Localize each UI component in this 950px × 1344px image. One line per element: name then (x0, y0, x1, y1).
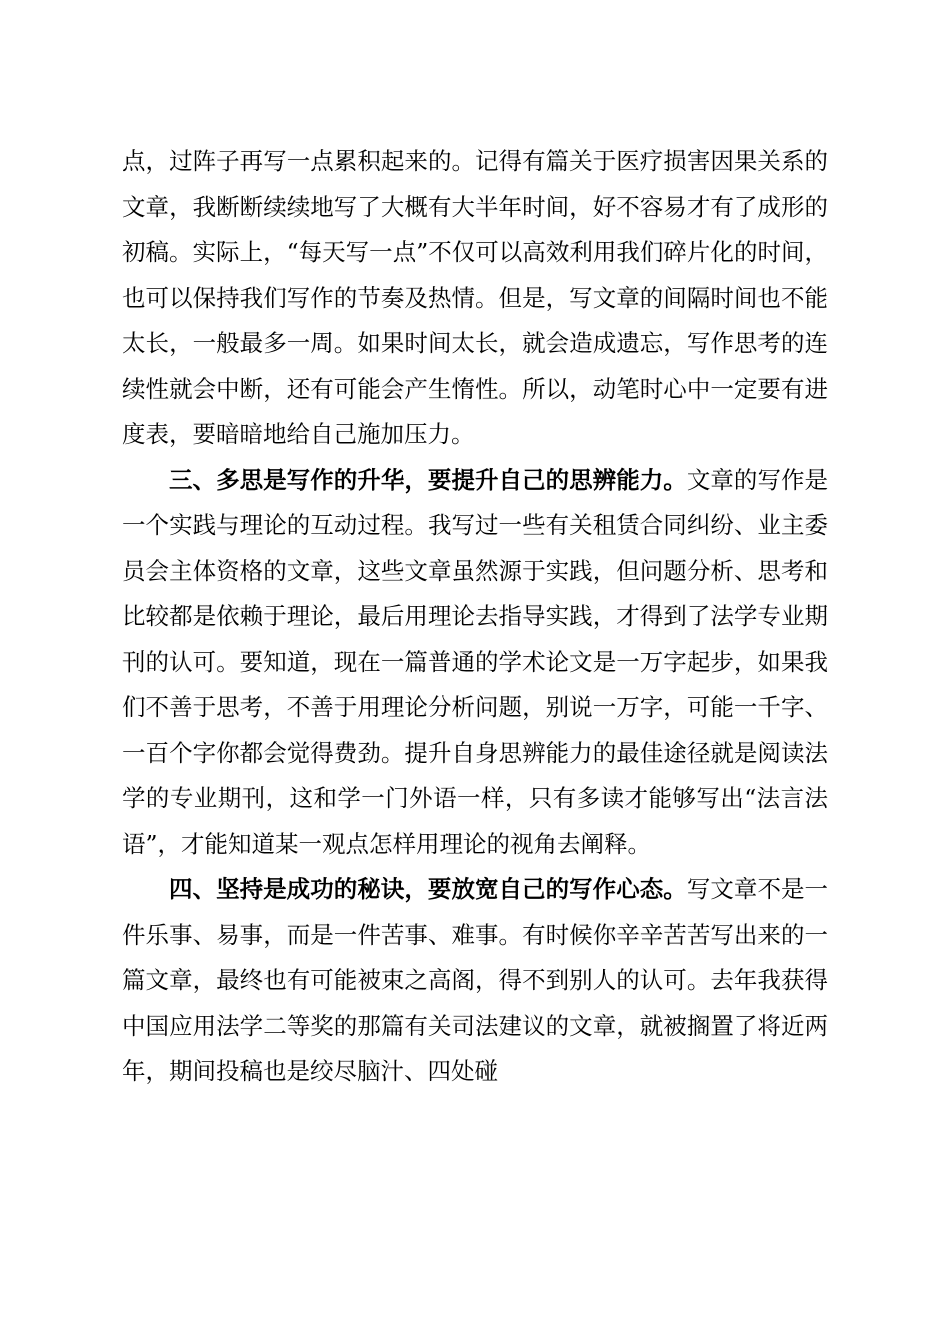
paragraph-text: 写文章不是一件乐事、易事，而是一件苦事、难事。有时候你辛辛苦苦写出来的一篇文章，最终也有可能被束之高阁，得不到别人的认可。去年我获得中国应用法学二等奖的那篇有关司法建议的文章，就被搁置了将近两年，期间投稿也是绞尽脑汁、四处碰 (122, 875, 829, 1085)
paragraph-section-three (122, 458, 828, 868)
paragraph-continued (122, 139, 828, 458)
paragraph-text: 点，过阵子再写一点累积起来的。记得有篇关于医疗损害因果关系的文章，我断断续续地写了大概有大半年时间，好不容易才有了成形的初稿。实际上，“每天写一点”不仅可以高效利用我们碎片化的时间，也可以保持我们写作的节奏及热情。但是，写文章的间隔时间也不能太长，一般最多一周。如果时间太长，就会造成遗忘，写作思考的连续性就会中断，还有可能会产生惰性。所以，动笔时心中一定要有进度表，要暗暗地给自己施加压力。 (122, 147, 828, 448)
document-page (122, 139, 828, 1095)
section-heading: 三、多思是写作的升华，要提升自己的思辨能力。 (169, 465, 687, 494)
section-heading: 四、坚持是成功的秘诀，要放宽自己的写作心态。 (169, 875, 687, 903)
paragraph-section-four (122, 867, 828, 1095)
paragraph-text: 文章的写作是一个实践与理论的互动过程。我写过一些有关租赁合同纠纷、业主委员会主体资格的文章，这些文章虽然源于实践，但问题分析、思考和比较都是依赖于理论，最后用理论去指导实践，才得到了法学专业期刊的认可。要知道，现在一篇普通的学术论文是一万字起步，如果我们不善于思考，不善于用理论分析问题，别说一万字，可能一千字、一百个字你都会觉得费劲。提升自身思辨能力的最佳途径就是阅读法学的专业期刊，这和学一门外语一样，只有多读才能够写出“法言法语”，才能知道某一观点怎样用理论的视角去阐释。 (122, 465, 829, 858)
